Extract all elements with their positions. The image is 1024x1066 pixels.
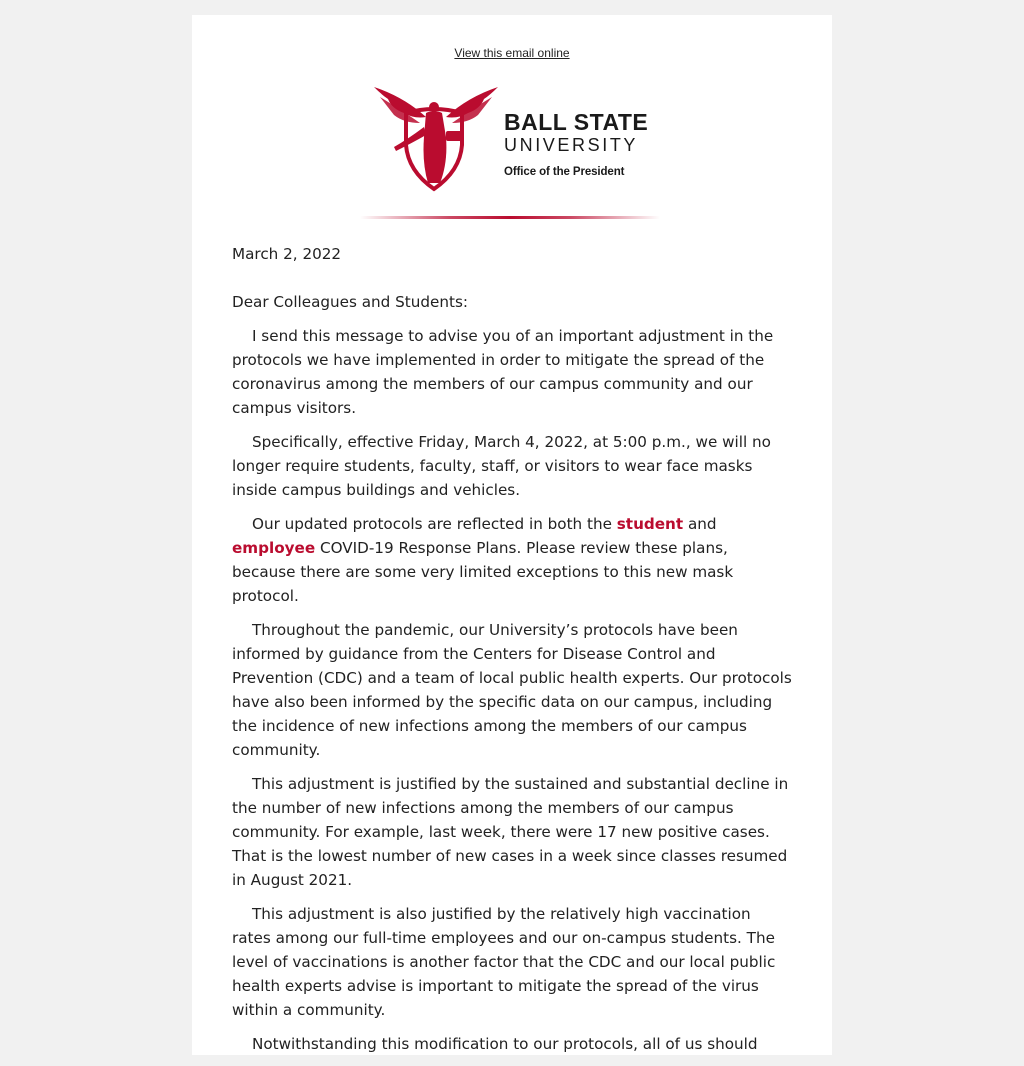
paragraph-6: This adjustment is also justified by the relatively high vaccination rates among our full-time employees and our on-campus students. The level of vaccinations is another factor that the CDC and our local public health experts advise is important to mitigate the spread of the virus within a community. <box>232 905 776 1019</box>
student-plan-link[interactable]: student <box>616 515 684 533</box>
paragraph-3-text-c: COVID-19 Response Plans. Please review these plans, because there are some very limited exceptions to this new mask protocol. <box>232 539 734 605</box>
letter-date: March 2, 2022 <box>232 245 342 263</box>
paragraph-1: I send this message to advise you of an important adjustment in the protocols we have implemented in order to mitigate the spread of the coronavirus among the members of our campus community and our campus visitors. <box>232 327 774 417</box>
letter-body <box>232 242 792 1066</box>
paragraph-3-text-b: and <box>683 515 717 533</box>
paragraph-4: Throughout the pandemic, our University’s protocols have been informed by guidance from the Centers for Disease Control and Prevention (CDC) and a team of local public health experts. Our protocols have also been informed by the specific data on our campus, including the incidence of new infections among the members of our campus community. <box>232 621 792 759</box>
paragraph-3-text-a: Our updated protocols are reflected in both the <box>252 515 617 533</box>
view-email-online-link[interactable]: View this email online <box>454 46 570 60</box>
wordmark-line1: BALL STATE <box>504 109 649 135</box>
paragraph-5: This adjustment is justified by the sustained and substantial decline in the number of new infections among the members of our campus community. For example, last week, there were 17 new positive cases. That is the lowest number of new cases in a week since classes resumed in August 2021. <box>232 775 789 889</box>
header-divider <box>360 216 660 219</box>
paragraph-3 <box>232 512 792 608</box>
paragraph-2: Specifically, effective Friday, March 4, 2022, at 5:00 p.m., we will no longer require students, faculty, staff, or visitors to wear face masks inside campus buildings and vehicles. <box>232 433 771 499</box>
letter-salutation: Dear Colleagues and Students: <box>232 293 468 311</box>
view-online-container <box>192 46 832 60</box>
email-card <box>192 15 832 1055</box>
wordmark-line2: UNIVERSITY <box>504 135 639 155</box>
paragraph-7: Notwithstanding this modification to our protocols, all of us should <box>252 1035 758 1053</box>
office-subtitle: Office of the President <box>504 166 625 178</box>
employee-plan-link[interactable]: employee <box>232 539 316 557</box>
university-wordmark <box>504 110 648 178</box>
